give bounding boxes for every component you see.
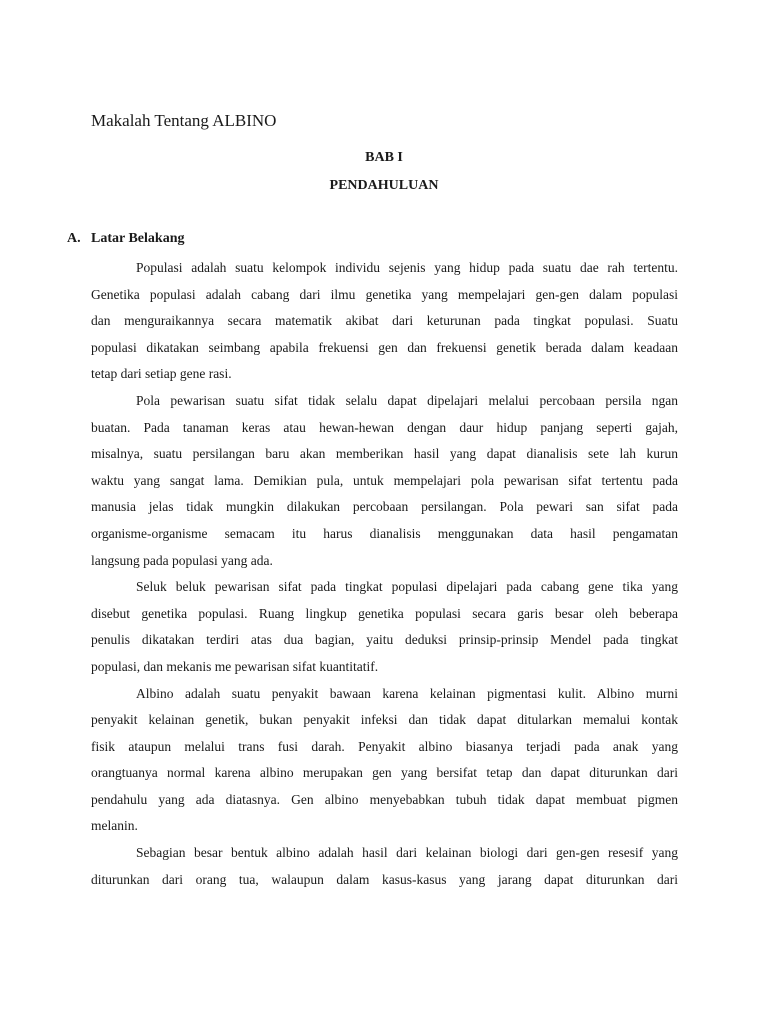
- paragraph-line: diturunkan dari orang tua, walaupun dalam kasus-kasus yang jarang dapat diturunkan dari: [91, 871, 678, 887]
- paragraph-line: tetap dari setiap gene rasi.: [91, 366, 232, 382]
- document-title: Makalah Tentang ALBINO: [91, 111, 277, 130]
- paragraph-line: fisik ataupun melalui trans fusi darah. Penyakit albino biasanya terjadi pada anak yang: [91, 738, 678, 754]
- section-letter: A.: [67, 231, 81, 246]
- paragraph-line: penyakit kelainan genetik, bukan penyakit infeksi dan tidak dapat ditularkan memalui kontak: [91, 712, 678, 728]
- paragraph-line: organisme-organisme semacam itu harus dianalisis menggunakan data hasil pengamatan: [91, 525, 678, 541]
- paragraph-line: misalnya, suatu persilangan baru akan memberikan hasil yang dapat dianalisis sete lah kurun: [91, 446, 678, 462]
- paragraph: [91, 255, 678, 388]
- paragraph-line: penulis dikatakan terdiri atas dua bagian, yaitu deduksi prinsip-prinsip Mendel pada tingkat: [91, 632, 678, 648]
- chapter-number: BAB I: [365, 150, 403, 165]
- paragraph: [91, 681, 678, 841]
- paragraph-line: Populasi adalah suatu kelompok individu sejenis yang hidup pada suatu dae rah tertentu.: [136, 260, 678, 275]
- paragraph-line: waktu yang sangat lama. Demikian pula, untuk mempelajari pola pewarisan sifat tertentu pada: [91, 472, 678, 488]
- paragraph-line: melanin.: [91, 818, 138, 834]
- paragraph-line: Pola pewarisan suatu sifat tidak selalu dapat dipelajari melalui percobaan persila ngan: [136, 392, 678, 408]
- paragraph-line: Albino adalah suatu penyakit bawaan karena kelainan pigmentasi kulit. Albino murni: [136, 685, 678, 701]
- section-heading: [67, 231, 184, 247]
- paragraph-line: Seluk beluk pewarisan sifat pada tingkat populasi dipelajari pada cabang gene tika yang: [136, 579, 678, 595]
- paragraph-line: dan menguraikannya secara matematik akibat dari keturunan pada tingkat populasi. Suatu: [91, 313, 678, 329]
- section-heading-text: Latar Belakang: [91, 231, 185, 246]
- paragraph: [91, 840, 678, 893]
- paragraph: [91, 574, 678, 680]
- chapter-title: PENDAHULUAN: [329, 178, 439, 193]
- body-text: [91, 255, 678, 893]
- paragraph-line: populasi, dan mekanis me pewarisan sifat kuantitatif.: [91, 658, 379, 674]
- paragraph-line: Sebagian besar bentuk albino adalah hasil dari kelainan biologi dari gen-gen resesif yang: [136, 845, 678, 861]
- paragraph-line: manusia jelas tidak mungkin dilakukan percobaan persilangan. Pola pewari san sifat pada: [91, 499, 678, 515]
- paragraph-line: disebut genetika populasi. Ruang lingkup genetika populasi secara garis besar oleh beberapa: [91, 605, 678, 621]
- paragraph: [91, 388, 678, 574]
- paragraph-line: populasi dikatakan seimbang apabila frekuensi gen dan frekuensi genetik berada dalam keadaan: [91, 339, 678, 355]
- paragraph-line: pendahulu yang ada diatasnya. Gen albino menyebabkan tubuh tidak dapat membuat pigmen: [91, 791, 678, 807]
- paragraph-line: langsung pada populasi yang ada.: [91, 552, 273, 568]
- paragraph-line: buatan. Pada tanaman keras atau hewan-hewan dengan daur hidup panjang seperti gajah,: [91, 419, 678, 435]
- paragraph-line: orangtuanya normal karena albino merupakan gen yang bersifat tetap dan dapat diturunkan dari: [91, 765, 678, 781]
- paragraph-line: Genetika populasi adalah cabang dari ilmu genetika yang mempelajari gen-gen dalam populasi: [91, 286, 678, 302]
